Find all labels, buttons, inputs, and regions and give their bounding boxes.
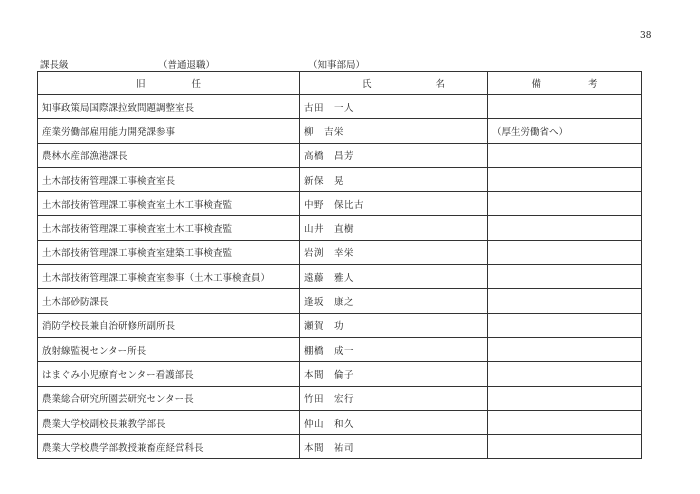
former-post-cell: 産業労働部雇用能力開発課参事 (38, 119, 300, 143)
name-cell: 竹田 宏行 (300, 386, 488, 410)
column-header-text: 旧 (135, 79, 146, 90)
remarks-cell (488, 265, 642, 289)
former-post-cell: 知事政策局国際課拉致問題調整室長 (38, 95, 300, 119)
former-post-cell: 農業総合研究所園芸研究センター長 (38, 386, 300, 410)
former-post-cell: 土木部技術管理課工事検査室建築工事検査監 (38, 240, 300, 264)
column-header-text: 名 (435, 79, 445, 90)
former-post-cell: 土木部技術管理課工事検査室参事（土木工事検査員） (38, 265, 300, 289)
remarks-cell (488, 240, 642, 264)
table-row (38, 362, 642, 386)
name-cell: 本間 祐司 (300, 435, 488, 459)
name-cell: 柳 吉栄 (300, 119, 488, 143)
former-post-cell: 農業大学校農学部教授兼畜産経営科長 (38, 435, 300, 459)
former-post-cell: 農業大学校副校長兼教学部長 (38, 410, 300, 434)
former-post-cell: 土木部技術管理課工事検査室土木工事検査監 (38, 192, 300, 216)
table-row (38, 289, 642, 313)
column-header-text: 備 (531, 79, 541, 90)
name-cell: 岩渕 幸栄 (300, 240, 488, 264)
table-row (38, 119, 642, 143)
grade-label: 課長級 (40, 60, 69, 71)
table-row (38, 167, 642, 191)
remarks-cell (488, 362, 642, 386)
personnel-table (37, 71, 642, 459)
name-cell: 逢坂 康之 (300, 289, 488, 313)
column-header-text: 考 (587, 79, 598, 90)
remarks-cell: （厚生労働省へ） (488, 119, 642, 143)
name-cell: 高橋 昌芳 (300, 143, 488, 167)
remarks-cell (488, 313, 642, 337)
retirement-type-label: （普通退職） (158, 60, 216, 71)
name-cell: 瀬賀 功 (300, 313, 488, 337)
table-row (38, 386, 642, 410)
name-cell: 遠藤 雅人 (300, 265, 488, 289)
former-post-cell: 土木部技術管理課工事検査室土木工事検査監 (38, 216, 300, 240)
remarks-cell (488, 167, 642, 191)
column-header-remarks (488, 72, 642, 95)
former-post-cell: 放射線監視センター所長 (38, 337, 300, 361)
table-row (38, 313, 642, 337)
remarks-cell (488, 410, 642, 434)
former-post-cell: 土木部砂防課長 (38, 289, 300, 313)
table-row (38, 410, 642, 434)
name-cell: 古田 一人 (300, 95, 488, 119)
name-cell: 山井 直樹 (300, 216, 488, 240)
former-post-cell: 農林水産部漁港課長 (38, 143, 300, 167)
name-cell: 新保 晃 (300, 167, 488, 191)
table-row (38, 143, 642, 167)
name-cell: 棚橋 成一 (300, 337, 488, 361)
remarks-cell (488, 435, 642, 459)
column-header-text: 任 (191, 79, 201, 90)
remarks-cell (488, 216, 642, 240)
table-row (38, 435, 642, 459)
remarks-cell (488, 386, 642, 410)
remarks-cell (488, 192, 642, 216)
column-header-former-post (38, 72, 300, 95)
column-header-name (300, 72, 488, 95)
table-row (38, 337, 642, 361)
remarks-cell (488, 143, 642, 167)
name-cell: 仲山 和久 (300, 410, 488, 434)
column-header-text: 氏 (361, 79, 372, 90)
former-post-cell: 消防学校長兼自治研修所副所長 (38, 313, 300, 337)
department-label: （知事部局） (308, 60, 366, 71)
page-number: 38 (640, 31, 652, 41)
remarks-cell (488, 337, 642, 361)
table-row (38, 265, 642, 289)
table-row (38, 95, 642, 119)
table-header-row (38, 72, 642, 95)
table-body (38, 95, 642, 459)
remarks-cell (488, 289, 642, 313)
table-row (38, 192, 642, 216)
former-post-cell: 土木部技術管理課工事検査室長 (38, 167, 300, 191)
table-row (38, 216, 642, 240)
former-post-cell: はまぐみ小児療育センター看護部長 (38, 362, 300, 386)
table-row (38, 240, 642, 264)
name-cell: 中野 保比古 (300, 192, 488, 216)
remarks-cell (488, 95, 642, 119)
name-cell: 本間 倫子 (300, 362, 488, 386)
